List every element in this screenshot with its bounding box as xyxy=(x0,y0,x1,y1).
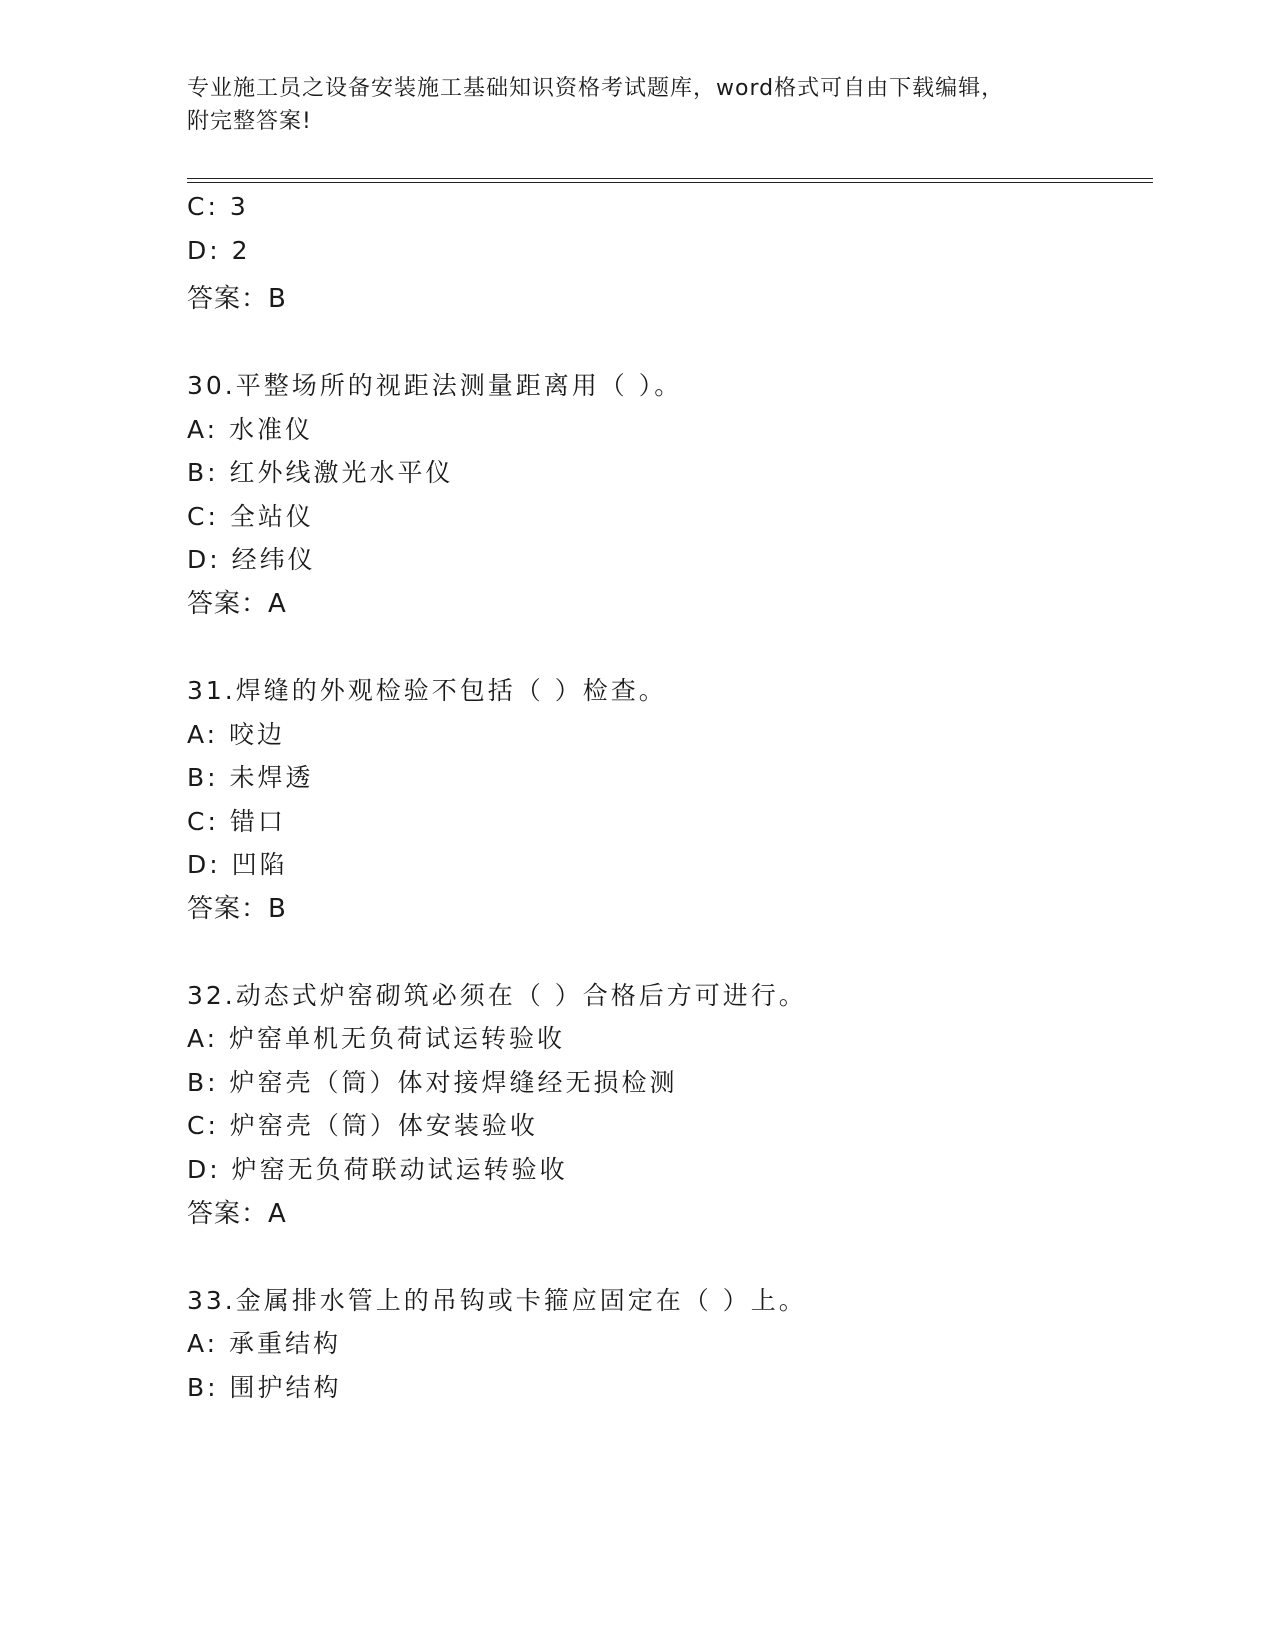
option-c: C: 错口 xyxy=(187,807,286,836)
option-d: D: 凹陷 xyxy=(187,850,288,879)
question-stem-33: 33.金属排水管上的吊钩或卡箍应固定在（ ）上。 xyxy=(187,1286,807,1315)
option-b: B: 红外线激光水平仪 xyxy=(187,458,454,487)
option-a: A: 承重结构 xyxy=(187,1329,342,1358)
option-b: B: 炉窑壳（筒）体对接焊缝经无损检测 xyxy=(187,1068,678,1097)
question-stem-31: 31.焊缝的外观检验不包括（ ）检查。 xyxy=(187,676,667,705)
option-c: C: 炉窑壳（筒）体安装验收 xyxy=(187,1111,538,1140)
header-divider-bottom xyxy=(187,182,1153,183)
answer: 答案：B xyxy=(187,894,287,924)
option-a: A: 水准仪 xyxy=(187,415,314,444)
header-line-2: 附完整答案! xyxy=(187,109,312,134)
header-line-1: 专业施工员之设备安装施工基础知识资格考试题库，word格式可自由下载编辑， xyxy=(187,76,1005,101)
option-d: D: 2 xyxy=(187,236,251,265)
answer: 答案：A xyxy=(187,589,287,619)
document-header xyxy=(187,72,1087,138)
option-a: A: 咬边 xyxy=(187,720,286,749)
answer: 答案：B xyxy=(187,284,287,314)
option-d: D: 炉窑无负荷联动试运转验收 xyxy=(187,1155,568,1184)
question-stem-32: 32.动态式炉窑砌筑必须在（ ）合格后方可进行。 xyxy=(187,981,807,1010)
option-b: B: 围护结构 xyxy=(187,1373,342,1402)
question-stem-30: 30.平整场所的视距法测量距离用（ ）。 xyxy=(187,371,683,400)
option-a: A: 炉窑单机无负荷试运转验收 xyxy=(187,1024,566,1053)
header-divider-top xyxy=(187,178,1153,179)
option-d: D: 经纬仪 xyxy=(187,545,316,574)
answer: 答案：A xyxy=(187,1199,287,1229)
option-b: B: 未焊透 xyxy=(187,763,314,792)
option-c: C: 3 xyxy=(187,192,249,221)
option-c: C: 全站仪 xyxy=(187,502,314,531)
